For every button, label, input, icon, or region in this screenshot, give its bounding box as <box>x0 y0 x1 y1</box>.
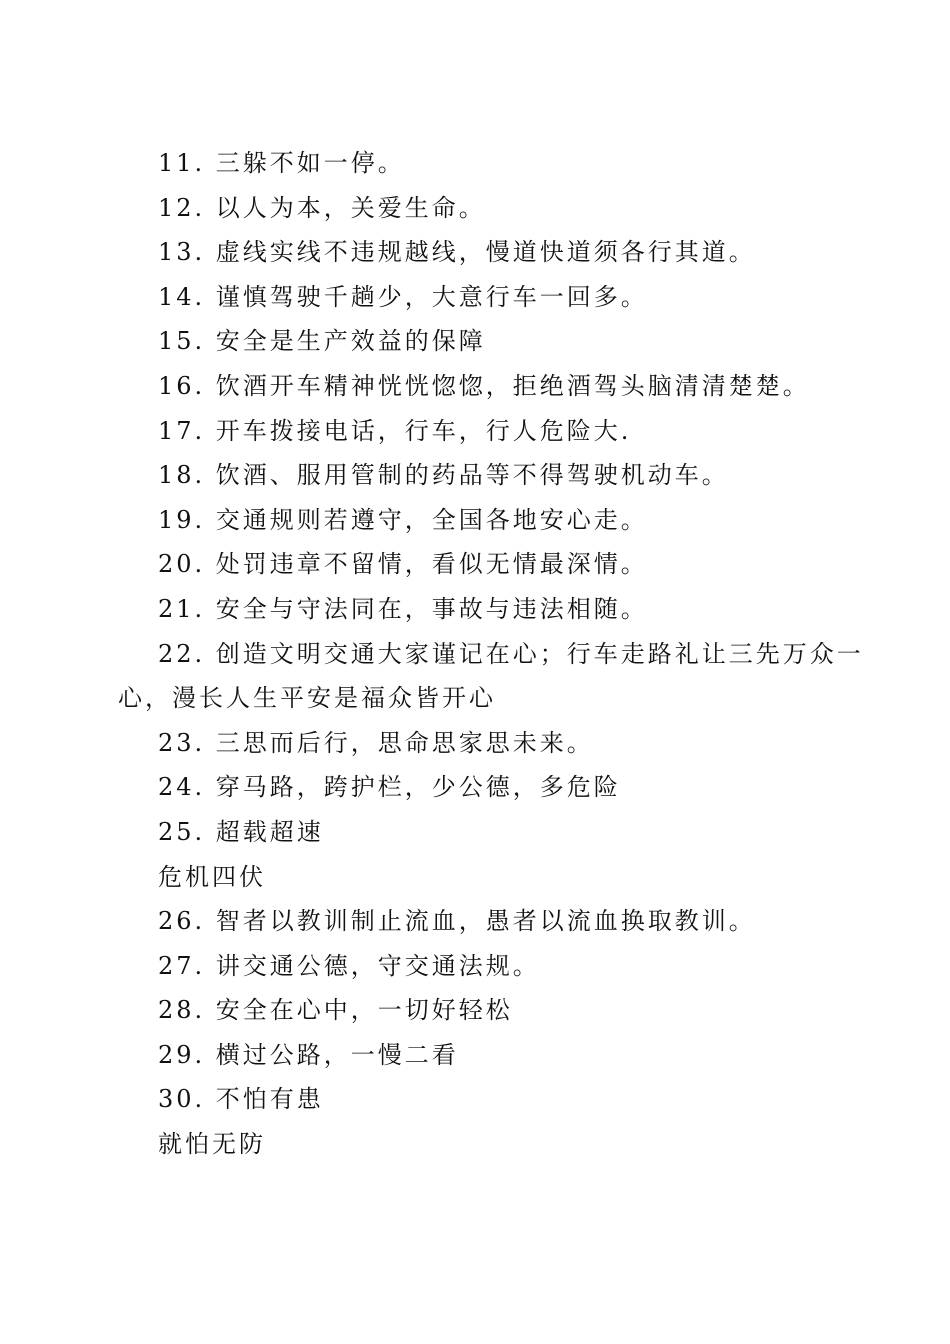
list-item: 20. 处罚违章不留情，看似无情最深情。 <box>158 550 648 579</box>
list-item: 30. 不怕有患 <box>158 1085 324 1114</box>
list-item: 25. 超载超速 <box>158 817 324 846</box>
list-item: 28. 安全在心中，一切好轻松 <box>158 996 513 1025</box>
list-item: 16. 饮酒开车精神恍恍惚惚，拒绝酒驾头脑清清楚楚。 <box>158 371 810 400</box>
list-item: 27. 讲交通公德，守交通法规。 <box>158 951 540 980</box>
list-item: 15. 安全是生产效益的保障 <box>158 327 486 356</box>
list-item: 23. 三思而后行，思命思家思未来。 <box>158 728 594 757</box>
list-item: 14. 谨慎驾驶千趟少，大意行车一回多。 <box>158 282 648 311</box>
slogan-list <box>118 141 864 1167</box>
list-item: 17. 开车拨接电话，行车，行人危险大. <box>158 416 632 445</box>
list-item-continuation: 心，漫长人生平安是福众皆开心 <box>118 684 496 713</box>
list-item-continuation: 就怕无防 <box>158 1130 266 1159</box>
list-item: 29. 横过公路，一慢二看 <box>158 1040 459 1069</box>
list-item-continuation: 危机四伏 <box>158 862 266 891</box>
list-item: 19. 交通规则若遵守，全国各地安心走。 <box>158 505 648 534</box>
list-item: 13. 虚线实线不违规越线，慢道快道须各行其道。 <box>158 238 756 267</box>
list-item: 26. 智者以教训制止流血，愚者以流血换取教训。 <box>158 907 756 936</box>
list-item: 11. 三躲不如一停。 <box>158 149 405 177</box>
list-item: 21. 安全与守法同在，事故与违法相随。 <box>158 594 648 623</box>
list-item: 18. 饮酒、服用管制的药品等不得驾驶机动车。 <box>158 461 729 490</box>
list-item: 12. 以人为本，关爱生命。 <box>158 193 486 222</box>
list-item: 24. 穿马路，跨护栏，少公德，多危险 <box>158 773 621 802</box>
list-item: 22. 创造文明交通大家谨记在心；行车走路礼让三先万众一 <box>158 639 864 668</box>
